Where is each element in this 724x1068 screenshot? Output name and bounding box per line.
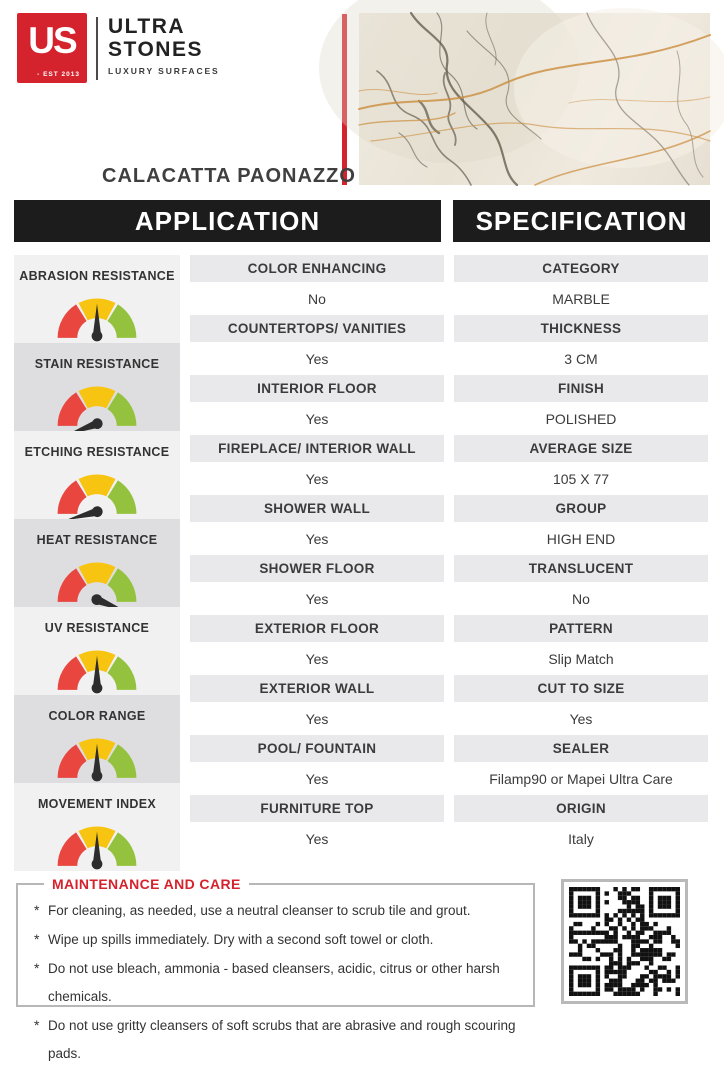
application-row-label: COUNTERTOPS/ VANITIES bbox=[190, 315, 444, 342]
gauge-column bbox=[14, 255, 180, 855]
specification-header-bar: SPECIFICATION bbox=[453, 200, 710, 242]
gauge-label: ABRASION RESISTANCE bbox=[19, 269, 175, 283]
specification-row-value: POLISHED bbox=[454, 405, 708, 432]
gauge-section bbox=[14, 431, 180, 519]
brand-divider bbox=[96, 17, 98, 80]
gauge-label: UV RESISTANCE bbox=[44, 621, 150, 635]
specification-row-value: Yes bbox=[454, 705, 708, 732]
specification-row-value: HIGH END bbox=[454, 525, 708, 552]
application-row-label: FIREPLACE/ INTERIOR WALL bbox=[190, 435, 444, 462]
gauge-dial bbox=[45, 814, 149, 871]
qr-code bbox=[561, 879, 688, 1004]
application-row-value: Yes bbox=[190, 705, 444, 732]
gauge-section bbox=[14, 783, 180, 871]
application-row-value: Yes bbox=[190, 465, 444, 492]
application-header-bar: APPLICATION bbox=[14, 200, 441, 242]
brand-name-line2: STONES bbox=[108, 38, 203, 61]
application-row-value: Yes bbox=[190, 345, 444, 372]
specification-row-label: FINISH bbox=[454, 375, 708, 402]
application-row-label: INTERIOR FLOOR bbox=[190, 375, 444, 402]
product-title: CALACATTA PAONAZZO bbox=[102, 165, 356, 187]
specification-row-value: No bbox=[454, 585, 708, 612]
specification-row-value: Filamp90 or Mapei Ultra Care bbox=[454, 765, 708, 792]
application-row-label: FURNITURE TOP bbox=[190, 795, 444, 822]
logo-est-text: - EST 2013 bbox=[37, 71, 80, 78]
application-row-value: Yes bbox=[190, 645, 444, 672]
brand-logo bbox=[17, 13, 87, 83]
maintenance-box bbox=[16, 876, 535, 1061]
application-row-value: No bbox=[190, 285, 444, 312]
application-row-label: SHOWER WALL bbox=[190, 495, 444, 522]
bullet-marker: * bbox=[34, 960, 40, 976]
gauge-dial bbox=[45, 462, 149, 519]
specification-row-value: 105 X 77 bbox=[454, 465, 708, 492]
specification-row-value: Italy bbox=[454, 825, 708, 852]
marble-swatch-image bbox=[359, 13, 710, 185]
bullet-text: Wipe up spills immediately. Dry with a second soft towel or cloth. bbox=[48, 932, 434, 947]
specification-row-value: Slip Match bbox=[454, 645, 708, 672]
specification-row-value: MARBLE bbox=[454, 285, 708, 312]
specification-row-label: SEALER bbox=[454, 735, 708, 762]
bullet-marker: * bbox=[34, 1017, 40, 1033]
bullet-text: Do not use bleach, ammonia - based cleansers, acidic, citrus or other harsh chemicals. bbox=[48, 961, 500, 1004]
qr-pattern bbox=[569, 887, 680, 996]
gauge-label: MOVEMENT INDEX bbox=[37, 797, 157, 811]
specification-row-label: TRANSLUCENT bbox=[454, 555, 708, 582]
gauge-label: COLOR RANGE bbox=[48, 709, 146, 723]
logo-monogram: US bbox=[28, 20, 76, 61]
maintenance-bullet bbox=[34, 1011, 521, 1068]
specification-row-label: AVERAGE SIZE bbox=[454, 435, 708, 462]
gauge-dial bbox=[45, 286, 149, 343]
gauge-section bbox=[14, 695, 180, 783]
brand-tagline: LUXURY SURFACES bbox=[108, 66, 220, 76]
brand-name-line1: ULTRA bbox=[108, 15, 186, 38]
gauge-label: HEAT RESISTANCE bbox=[36, 533, 158, 547]
application-row-label: SHOWER FLOOR bbox=[190, 555, 444, 582]
gauge-label: STAIN RESISTANCE bbox=[34, 357, 160, 371]
marble-veins-graphic bbox=[359, 13, 710, 185]
gauge-dial bbox=[45, 374, 149, 431]
application-row-value: Yes bbox=[190, 825, 444, 852]
specification-row-label: GROUP bbox=[454, 495, 708, 522]
application-row-label: POOL/ FOUNTAIN bbox=[190, 735, 444, 762]
specification-row-label: THICKNESS bbox=[454, 315, 708, 342]
gauge-dial bbox=[45, 550, 149, 607]
application-row-label: EXTERIOR FLOOR bbox=[190, 615, 444, 642]
gauge-section bbox=[14, 607, 180, 695]
bullet-marker: * bbox=[34, 931, 40, 947]
specification-row-label: PATTERN bbox=[454, 615, 708, 642]
brand-name-block bbox=[108, 15, 220, 76]
maintenance-title: MAINTENANCE AND CARE bbox=[52, 876, 241, 892]
gauge-section bbox=[14, 519, 180, 607]
specification-row-label: ORIGIN bbox=[454, 795, 708, 822]
bullet-text: Do not use gritty cleansers of soft scrubs that are abrasive and rough scouring pads. bbox=[48, 1018, 516, 1061]
application-row-value: Yes bbox=[190, 765, 444, 792]
application-row-label: COLOR ENHANCING bbox=[190, 255, 444, 282]
specification-rows bbox=[454, 255, 708, 855]
gauge-dial bbox=[45, 638, 149, 695]
gauge-section bbox=[14, 255, 180, 343]
maintenance-bullet bbox=[34, 954, 521, 1011]
maintenance-bullet bbox=[34, 896, 521, 925]
specification-row-value: 3 CM bbox=[454, 345, 708, 372]
application-rows bbox=[190, 255, 444, 855]
application-row-value: Yes bbox=[190, 525, 444, 552]
application-row-value: Yes bbox=[190, 585, 444, 612]
maintenance-bullet-list bbox=[34, 896, 521, 1068]
application-row-label: EXTERIOR WALL bbox=[190, 675, 444, 702]
gauge-section bbox=[14, 343, 180, 431]
maintenance-bullet bbox=[34, 925, 521, 954]
gauge-dial bbox=[45, 726, 149, 783]
application-row-value: Yes bbox=[190, 405, 444, 432]
specification-row-label: CUT TO SIZE bbox=[454, 675, 708, 702]
bullet-text: For cleaning, as needed, use a neutral cleanser to scrub tile and grout. bbox=[48, 903, 471, 918]
bullet-marker: * bbox=[34, 902, 40, 918]
specification-row-label: CATEGORY bbox=[454, 255, 708, 282]
gauge-label: ETCHING RESISTANCE bbox=[24, 445, 170, 459]
